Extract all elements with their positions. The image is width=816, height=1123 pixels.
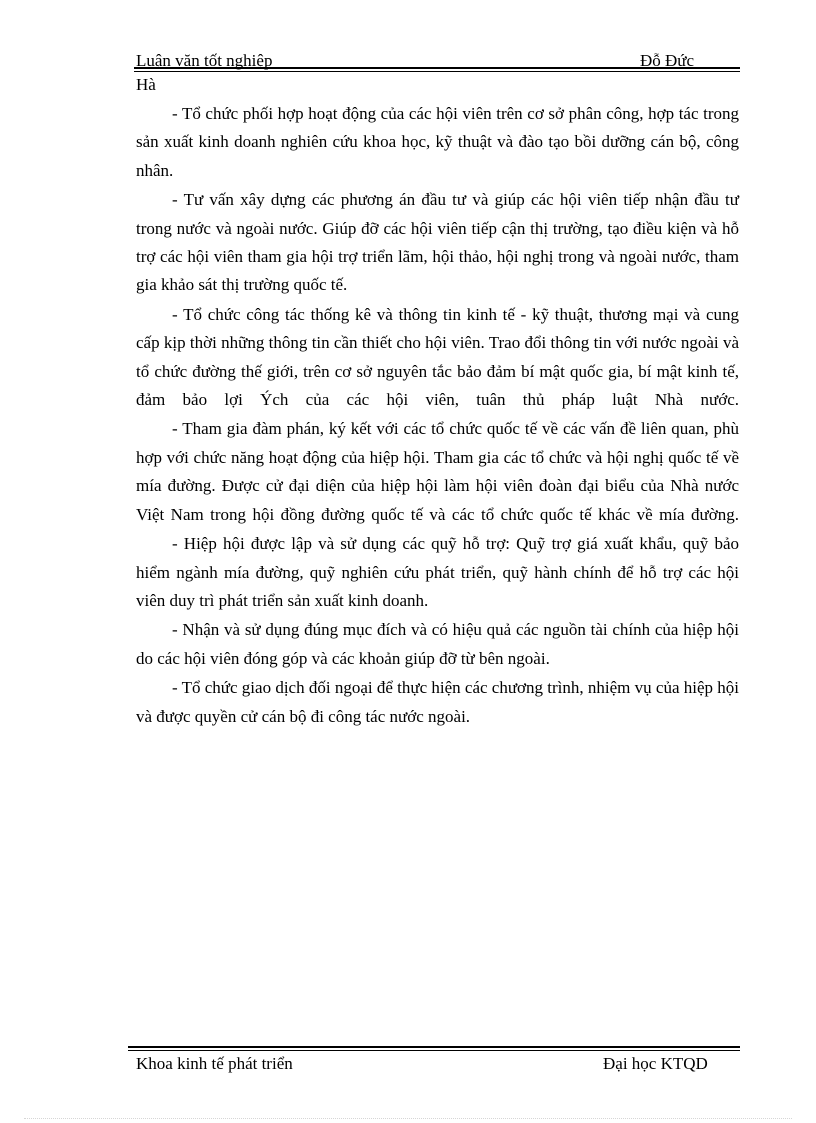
header-author-name-continued: Hà xyxy=(136,75,156,94)
paragraph-support-funds: - Hiệp hội được lập và sử dụng các quỹ hỗ trợ: Quỹ trợ giá xuất khẩu, quỹ bảo hiểm ngành mía đường, quỹ nghiên cứu phát triển, quỹ hành chính để hỗ trợ các hội viên duy trì phát triển sản xuất kinh doanh. xyxy=(136,534,739,610)
paragraph-financial-resources: - Nhận và sử dụng đúng mục đích và có hiệu quả các nguồn tài chính của hiệp hội do các hội viên đóng góp và các khoản giúp đỡ từ bên ngoài. xyxy=(136,620,739,668)
paragraph-international-negotiation: - Tham gia đàm phán, ký kết với các tổ chức quốc tế về các vấn đề liên quan, phù hợp với chức năng hoạt động của hiệp hội. Tham gia các tổ chức và hội nghị quốc tế về mía đường. Được cử đại diện của hiệp hội làm hội viên đoàn đại biểu của Nhà nước Việt Nam trong hội đồng đường quốc tế và các tổ chức quốc tế khác về mía đường. xyxy=(136,419,739,524)
footer-rule xyxy=(128,1046,740,1048)
paragraph-statistics-information: - Tổ chức công tác thống kê và thông tin kinh tế - kỹ thuật, thương mại và cung cấp kịp thời những thông tin cần thiết cho hội viên. Trao đổi thông tin với nước ngoài và tổ chức đường thế giới, trên cơ sở nguyên tắc bảo đảm bí mật quốc gia, bí mật kinh tế, đảm bảo lợi Ých của các hội viên, tuân thủ pháp luật Nhà nước. xyxy=(136,304,739,410)
paragraph-cooperation: - Tổ chức phối hợp hoạt động của các hội viên trên cơ sở phân công, hợp tác trong sản xuất kinh doanh nghiên cứu khoa học, kỹ thuật và đào tạo bồi dưỡng cán bộ, công nhân. xyxy=(136,104,739,180)
footer-faculty: Khoa kinh tế phát triển xyxy=(136,1054,293,1073)
footer-rule-thin xyxy=(128,1050,740,1051)
header-author-name: Đỗ Đức xyxy=(640,51,695,70)
header-thesis-label: Luận văn tốt nghiệp xyxy=(136,51,273,70)
header-rule-thin xyxy=(134,71,740,72)
header-rule xyxy=(134,67,740,69)
footer-university: Đại học KTQD xyxy=(603,1054,708,1073)
paragraph-foreign-affairs: - Tổ chức giao dịch đối ngoại để thực hiện các chương trình, nhiệm vụ của hiệp hội và được quyền cử cán bộ đi công tác nước ngoài. xyxy=(136,678,739,726)
body-text xyxy=(136,100,739,731)
page-bottom-edge xyxy=(24,1118,792,1119)
paragraph-investment-consulting: - Tư vấn xây dựng các phương án đầu tư và giúp các hội viên tiếp nhận đầu tư trong nước và ngoài nước. Giúp đỡ các hội viên tiếp cận thị trường, tạo điều kiện và hỗ trợ các hội viên tham gia hội trợ triển lãm, hội thảo, hội nghị trong và ngoài nước, tham gia khảo sát thị trường quốc tế. xyxy=(136,190,739,295)
